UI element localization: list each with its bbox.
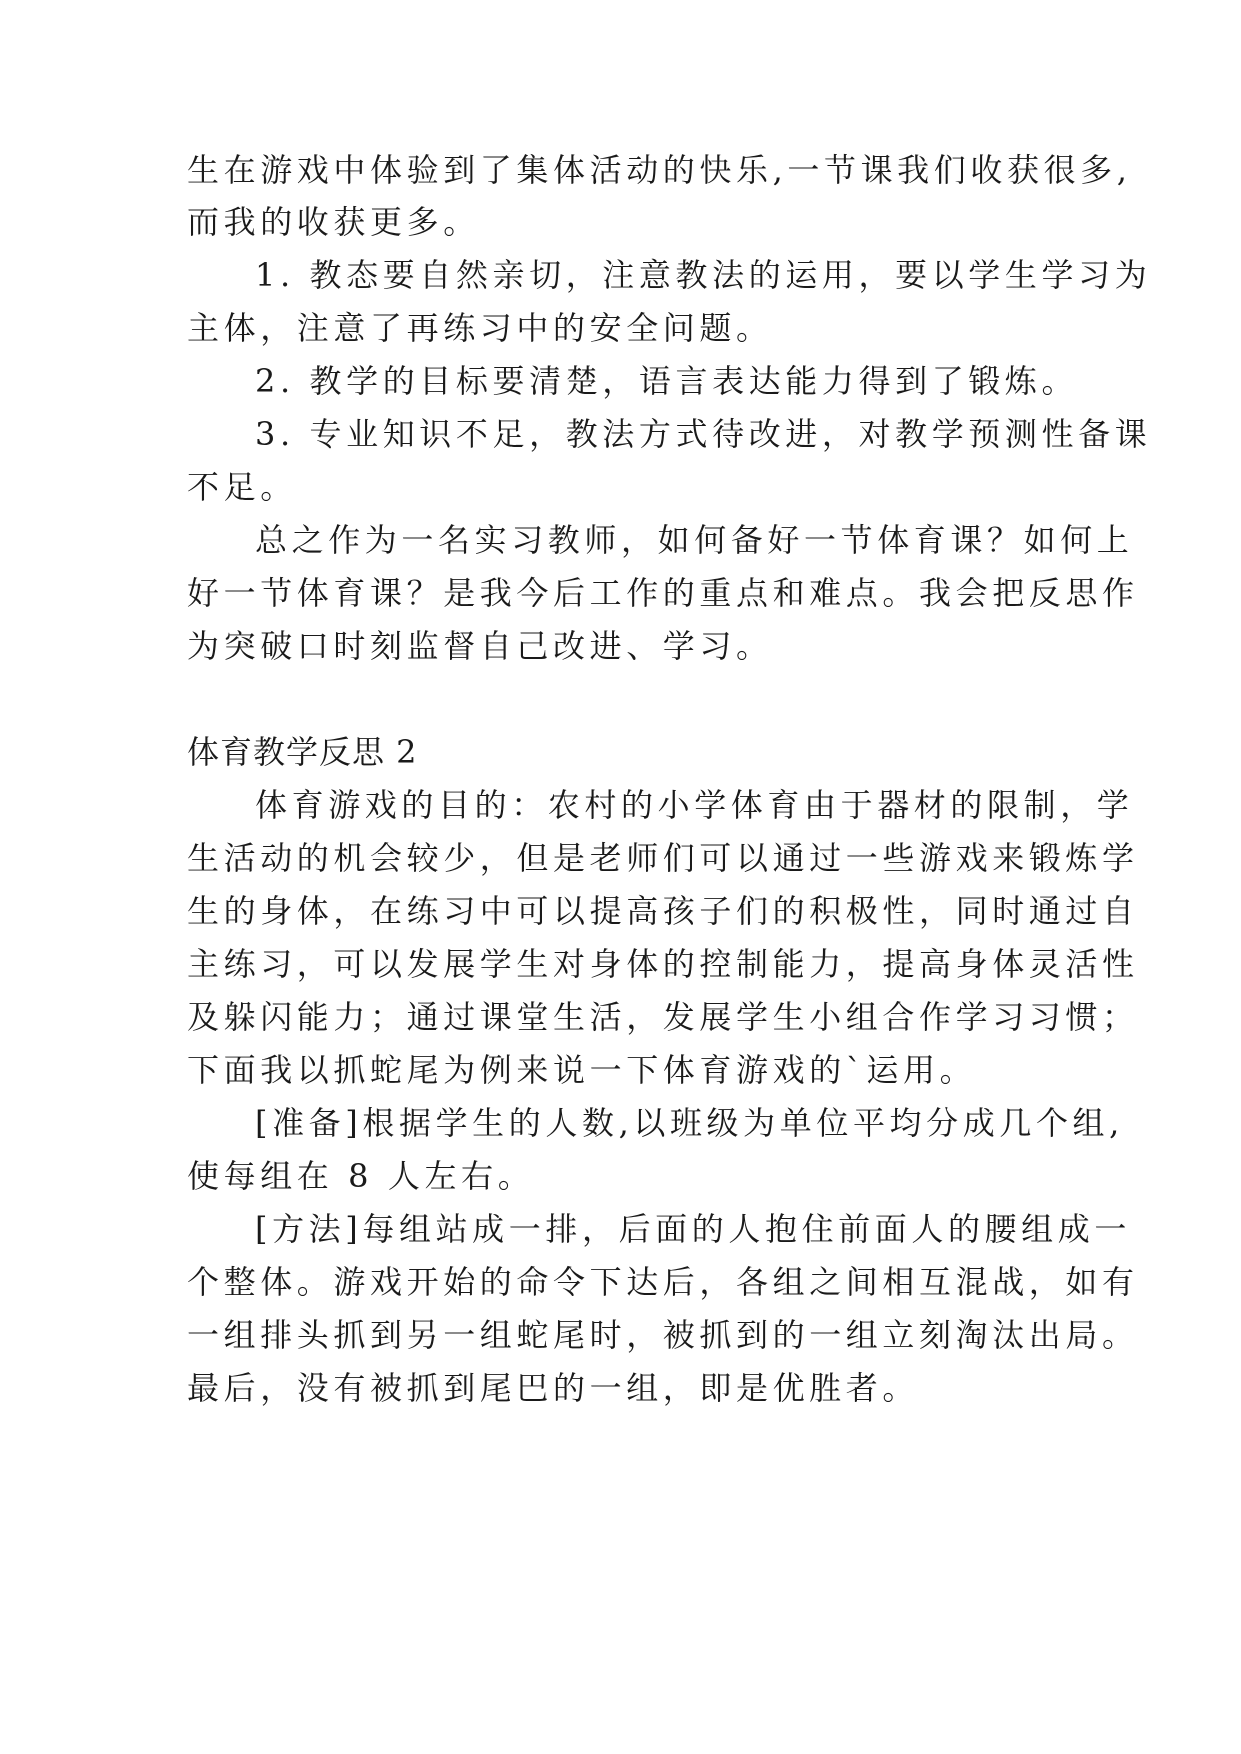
paragraph-line: 而我的收获更多。 <box>187 203 480 241</box>
paragraph-line: 生在游戏中体验到了集体活动的快乐,一节课我们收获很多, <box>187 151 1132 189</box>
paragraph-line: 为突破口时刻监督自己改进、学习。 <box>187 627 773 665</box>
paragraph-line: 下面我以抓蛇尾为例来说一下体育游戏的`运用。 <box>187 1051 977 1089</box>
list-item-line: 主体，注意了再练习中的安全问题。 <box>187 309 773 347</box>
paragraph-line: 使每组在 8 人左右。 <box>187 1157 535 1195</box>
paragraph-line: 生的身体，在练习中可以提高孩子们的积极性，同时通过自 <box>187 892 1139 930</box>
list-item-line: 不足。 <box>187 468 297 506</box>
paragraph-line: 一组排头抓到另一组蛇尾时，被抓到的一组立刻淘汰出局。 <box>187 1316 1139 1354</box>
paragraph-line: 个整体。游戏开始的命令下达后，各组之间相互混战，如有 <box>187 1263 1139 1301</box>
paragraph-line: [方法]每组站成一排，后面的人抱住前面人的腰组成一 <box>255 1210 1131 1248</box>
paragraph-line: 生活动的机会较少，但是老师们可以通过一些游戏来锻炼学 <box>187 839 1139 877</box>
section-heading: 体育教学反思 2 <box>187 733 418 771</box>
paragraph-line: 主练习，可以发展学生对身体的控制能力，提高身体灵活性 <box>187 945 1139 983</box>
list-item-line: 1. 教态要自然亲切，注意教法的运用，要以学生学习为 <box>255 256 1152 294</box>
paragraph-line: 好一节体育课？是我今后工作的重点和难点。我会把反思作 <box>187 574 1139 612</box>
paragraph-line: 及躲闪能力；通过课堂生活，发展学生小组合作学习习惯； <box>187 998 1139 1036</box>
paragraph-line: 总之作为一名实习教师，如何备好一节体育课？如何上 <box>255 521 1134 559</box>
list-item-line: 3. 专业知识不足，教法方式待改进，对教学预测性备课 <box>255 415 1152 453</box>
paragraph-line: 体育游戏的目的：农村的小学体育由于器材的限制，学 <box>255 786 1134 824</box>
paragraph-line: 最后，没有被抓到尾巴的一组，即是优胜者。 <box>187 1369 920 1407</box>
list-item-line: 2. 教学的目标要清楚，语言表达能力得到了锻炼。 <box>255 362 1079 400</box>
paragraph-line: [准备]根据学生的人数,以班级为单位平均分成几个组, <box>255 1104 1124 1142</box>
